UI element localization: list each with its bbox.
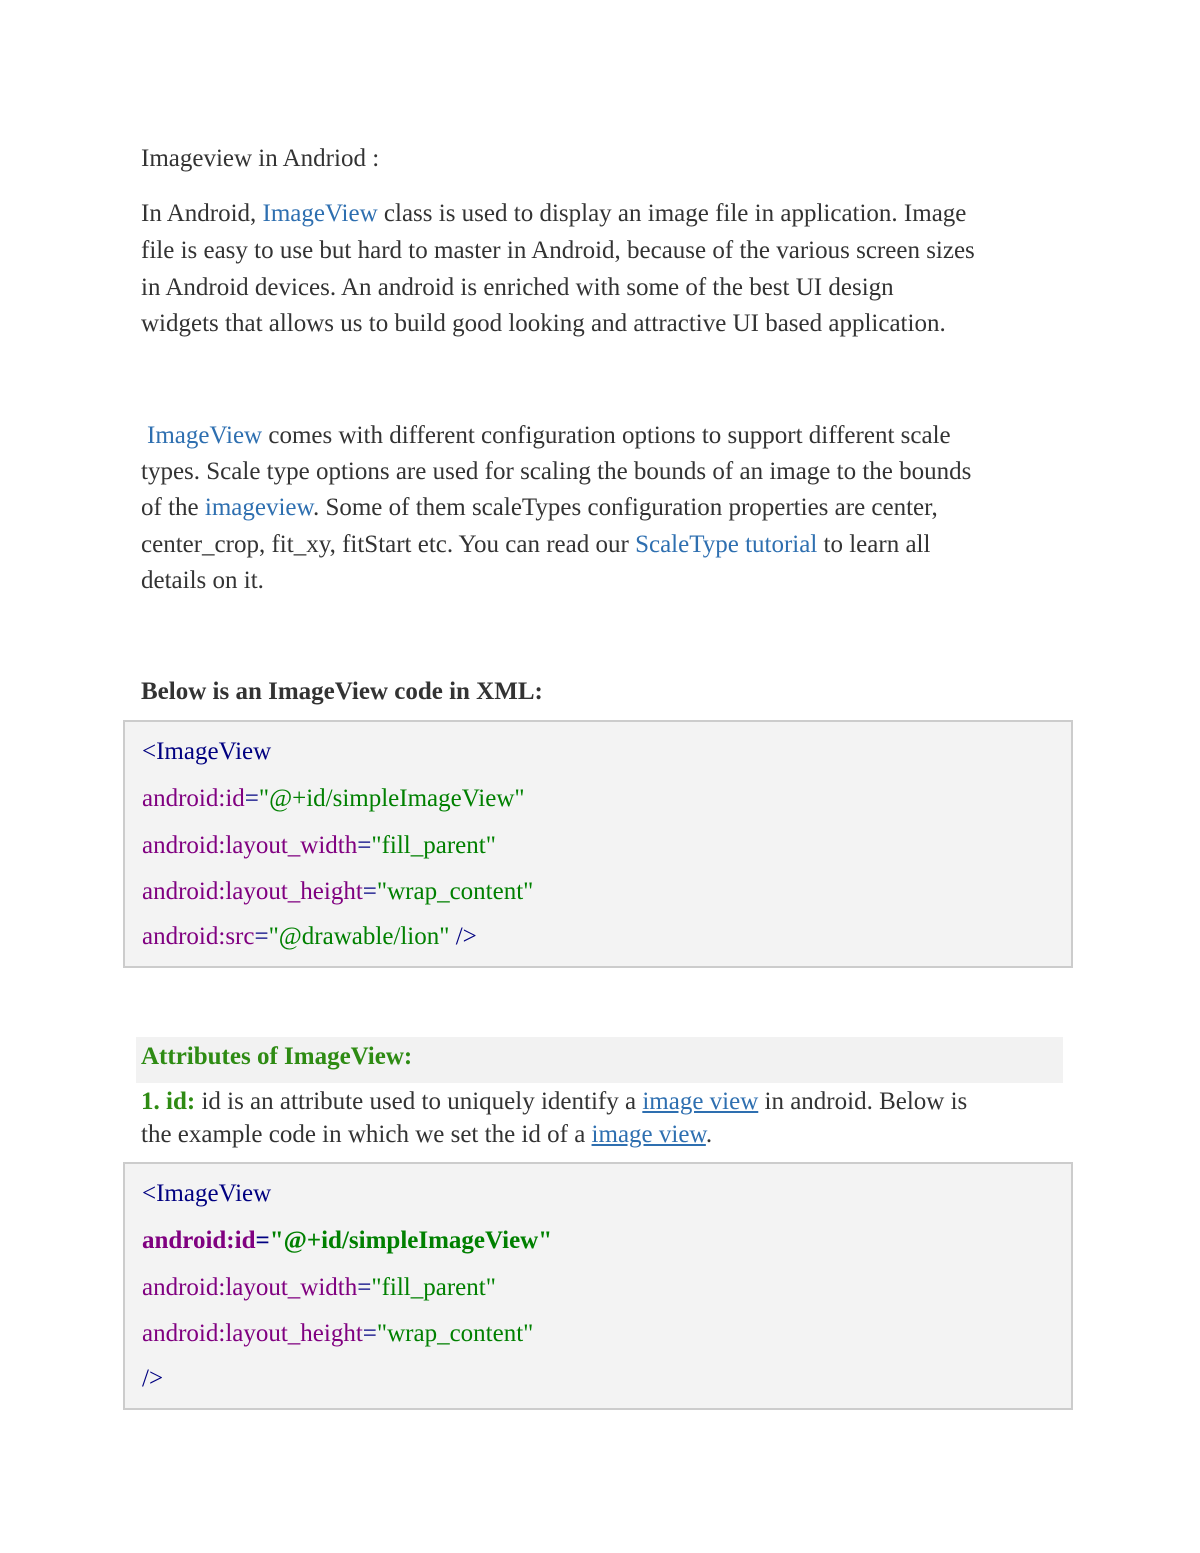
xml-eq: = [244,785,259,812]
xml-eq: = [254,923,269,950]
image-view-link[interactable]: image view [642,1088,759,1115]
xml-eq: = [362,878,377,905]
imageview-link[interactable]: ImageView [147,422,263,449]
image-view-link[interactable]: image view [591,1121,706,1148]
code-line [142,923,477,951]
xml-eq: = [362,1320,377,1347]
xml-close: /> [142,1365,164,1392]
xml-eq: = [357,832,372,859]
code-block-2 [123,1162,1073,1410]
xml-attr: android:src [142,923,255,950]
xml-value: "@+id/simpleImageView" [269,1227,553,1254]
xml-value: "fill_parent" [371,1274,496,1301]
id-text: in android. Below is [758,1088,968,1115]
id-text: . [705,1121,713,1148]
xml-attr: android:id [142,1227,256,1254]
id-text: the example code in which we set the id of a [141,1121,592,1148]
code-line [142,1365,163,1393]
xml-eq: = [357,1274,372,1301]
id-label: 1. id: [141,1088,196,1115]
para1-text: In Android, [141,200,263,227]
xml-tag: <ImageView [142,738,272,765]
para1-line4: widgets that allows us to build good looking and attractive UI based application. [141,310,946,337]
xml-attr: android:id [142,785,245,812]
id-line1 [141,1083,967,1120]
xml-value: "wrap_content" [376,1320,534,1347]
xml-attr: android:layout_width [142,832,358,859]
para2-line2: types. Scale type options are used for scaling the bounds of an image to the bounds [141,458,972,485]
para2-line4 [141,526,930,563]
xml-value: "@drawable/lion" [268,923,450,950]
xml-tag: <ImageView [142,1180,272,1207]
imageview-link[interactable]: imageview [204,494,313,521]
code-line [142,1274,496,1302]
code-line [142,785,525,813]
para2-text: comes with different configuration options to support different scale [262,422,951,449]
id-text: id is an attribute used to uniquely identify a [195,1088,643,1115]
para2-text: center_crop, fit_xy, fitStart etc. You can read our [141,531,636,558]
page-title: Imageview in Andriod : [141,145,380,172]
para1-text: class is used to display an image file in application. Image [377,200,967,227]
para2-text: to learn all [817,531,931,558]
xml-attr: android:layout_width [142,1274,358,1301]
para1-line3: in Android devices. An android is enriched with some of the best UI design [141,274,894,301]
code-block-1 [123,720,1073,968]
xml-attr: android:layout_height [142,1320,363,1347]
xml-close: /> [449,923,477,950]
code-heading: Below is an ImageView code in XML: [141,678,543,705]
imageview-link[interactable]: ImageView [262,200,378,227]
para2-text: . Some of them scaleTypes configuration properties are center, [312,494,938,521]
scaletype-tutorial-link[interactable]: ScaleType tutorial [635,531,818,558]
para1-line2: file is easy to use but hard to master in Android, because of the various screen sizes [141,237,975,264]
code-line [142,738,271,766]
para2-line1 [147,417,951,454]
para1-line1 [141,195,966,232]
para2-text: of the [141,494,205,521]
xml-value: "@+id/simpleImageView" [258,785,525,812]
code-line [142,1320,533,1348]
code-line [142,1180,271,1208]
code-line [142,878,533,906]
xml-value: "fill_parent" [371,832,496,859]
code-line [142,1227,552,1255]
para2-line3 [141,489,938,526]
attributes-heading: Attributes of ImageView: [141,1043,413,1070]
xml-eq: = [255,1227,270,1254]
code-line [142,832,496,860]
para2-line5: details on it. [141,567,264,594]
xml-value: "wrap_content" [376,878,534,905]
xml-attr: android:layout_height [142,878,363,905]
id-line2 [141,1116,712,1153]
